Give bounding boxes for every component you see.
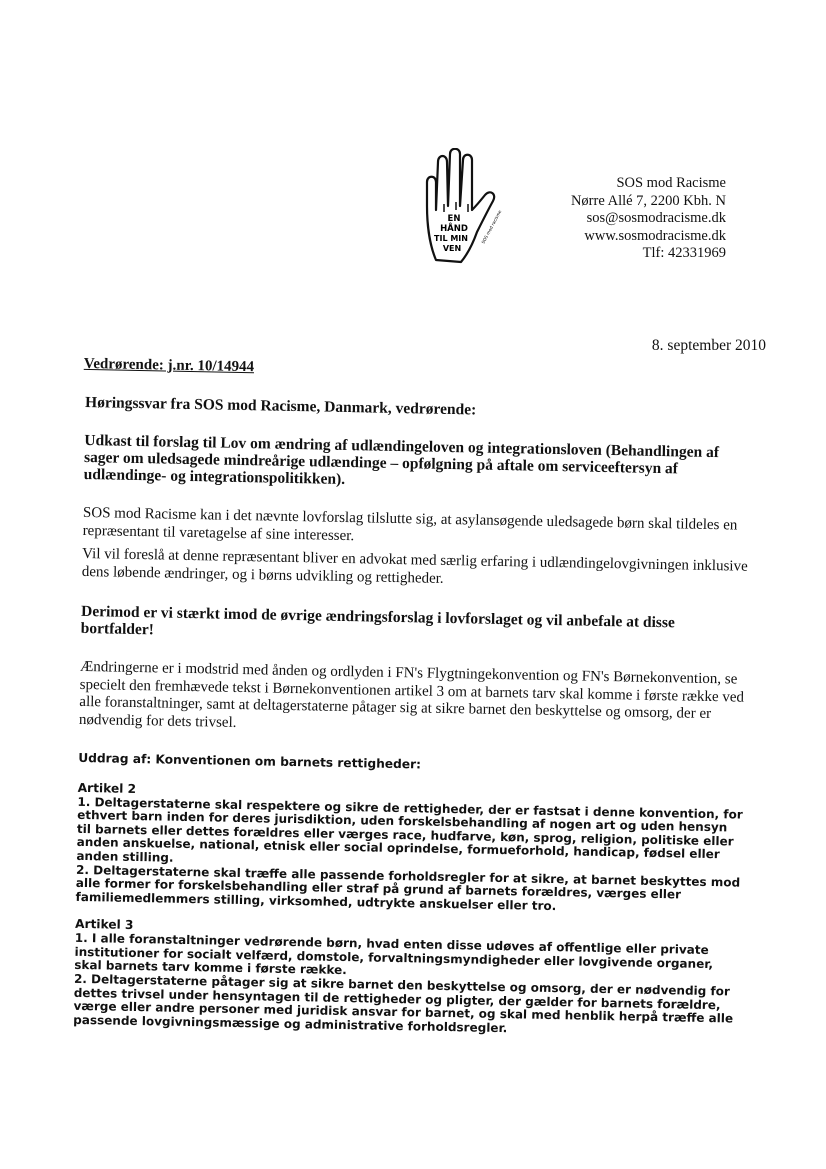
reference-line: Vedrørende: j.nr. 10/14944 [83, 355, 255, 376]
article-2-title: Artikel 2 [77, 780, 137, 797]
article-3-title: Artikel 3 [74, 917, 134, 933]
proposal-paragraph: Vil vil foreslå at denne repræsentant bliver en advokat med særlig erfaring i udlændingelovgivningen inklusive dens løbende ændringer, og i børns udvikling og rettigheder. [81, 545, 748, 587]
article-3-paragraph-2: 2. Deltagerstaterne påtager sig at sikre barnet den beskyttelse og omsorg, der er nødvendig for dettes trivsel under hensyntagen til de rettigheder og pligter, der gælder for barnets forældre, værge eller andre personer med juridisk ansvar for barnet, og skal med henblik herpå træffe alle passende lovgivningsmæssige og administrative forholdsregler. [73, 972, 734, 1035]
argument-paragraph: Ændringerne er i modstrid med ånden og ordlyden i FN's Flygtningekonvention og FN's Børnekonvention, se specielt den fremhævede tekst i Børnekonventionen artikel 3 om at barnets tarv skal komme i første række ved alle foranstaltninger, samt at deltagerstaterne påtager sig at sikre barnet den beskyttelse og omsorg, der er nødvendig for dets trivsel. [78, 658, 745, 731]
logo-text-line2: HÅND [440, 224, 468, 234]
extract-title: Uddrag af: Konventionen om barnets rettigheder: [78, 750, 422, 772]
letter-date: 8. september 2010 [651, 337, 766, 354]
organization-logo [414, 148, 510, 276]
sender-phone: Tlf: 42331969 [642, 245, 726, 261]
article-2-paragraph-1: 1. Deltagerstaterne skal respektere og sikre de rettigheder, der er fastsat i denne konvention, for ethvert barn inden for deres jurisdiktion, uden forskelsbehandling af nogen art og uden hensyn til barnets eller dettes forældres eller værges race, hudfarve, køn, sprog, religion, politiske eller anden anskuelse, national, etnisk eller social oprindelse, formueforhold, handicap, fødsel eller anden stilling. [76, 794, 743, 865]
logo-text-line1: EN [447, 214, 461, 224]
hand-icon [414, 148, 510, 276]
sender-address-block [520, 175, 726, 263]
letter-heading: Høringssvar fra SOS mod Racisme, Danmark, vedrørende: [84, 393, 477, 419]
letter-body [75, 356, 753, 1041]
sender-address: Nørre Allé 7, 2200 Kbh. N [570, 192, 726, 209]
article-2-paragraph-2: 2. Deltagerstaterne skal træffe alle passende forholdsregler for at sikre, at barnet beskyttes mod alle former for forskelsbehandling eller straf på grund af barnets forældres, værges eller familiemedlemmers stilling, virksomhed, udtrykte anskuelser eller tro. [75, 862, 741, 913]
support-paragraph: SOS mod Racisme kan i det nævnte lovforslag tilslutte sig, at asylansøgende uledsagede børn skal tildeles en repræsentant til varetagelse af sine interesser. [82, 504, 738, 544]
sender-name: SOS mod Racisme [616, 175, 726, 191]
logo-side-text: SOS mod racisme [480, 209, 503, 245]
sender-email[interactable]: sos@sosmodracisme.dk [586, 210, 726, 226]
sender-website[interactable]: www.sosmodracisme.dk [584, 227, 726, 244]
subject-paragraph: Udkast til forslag til Lov om ændring af udlændingeloven og integrationsloven (Behandlingen af sager om uledsagede mindreårige udlændinge – opfølgning på aftale om serviceeftersyn af udlændinge- og integrationspolitikken). [83, 431, 720, 488]
article-3-paragraph-1: 1. I alle foranstaltninger vedrørende børn, hvad enten disse udøves af offentlige eller private institutioner for socialt velfærd, domstole, forvaltningsmyndigheder eller lovgivende organer, skal barnets tarv komme i første række. [74, 931, 714, 978]
logo-text-line4: VEN [442, 244, 462, 253]
logo-text-line3: TIL MIN [434, 234, 468, 243]
opposition-paragraph: Derimod er vi stærkt imod de øvrige ændringsforslag i lovforslaget og vil anbefale at disse bortfalder! [80, 602, 675, 639]
